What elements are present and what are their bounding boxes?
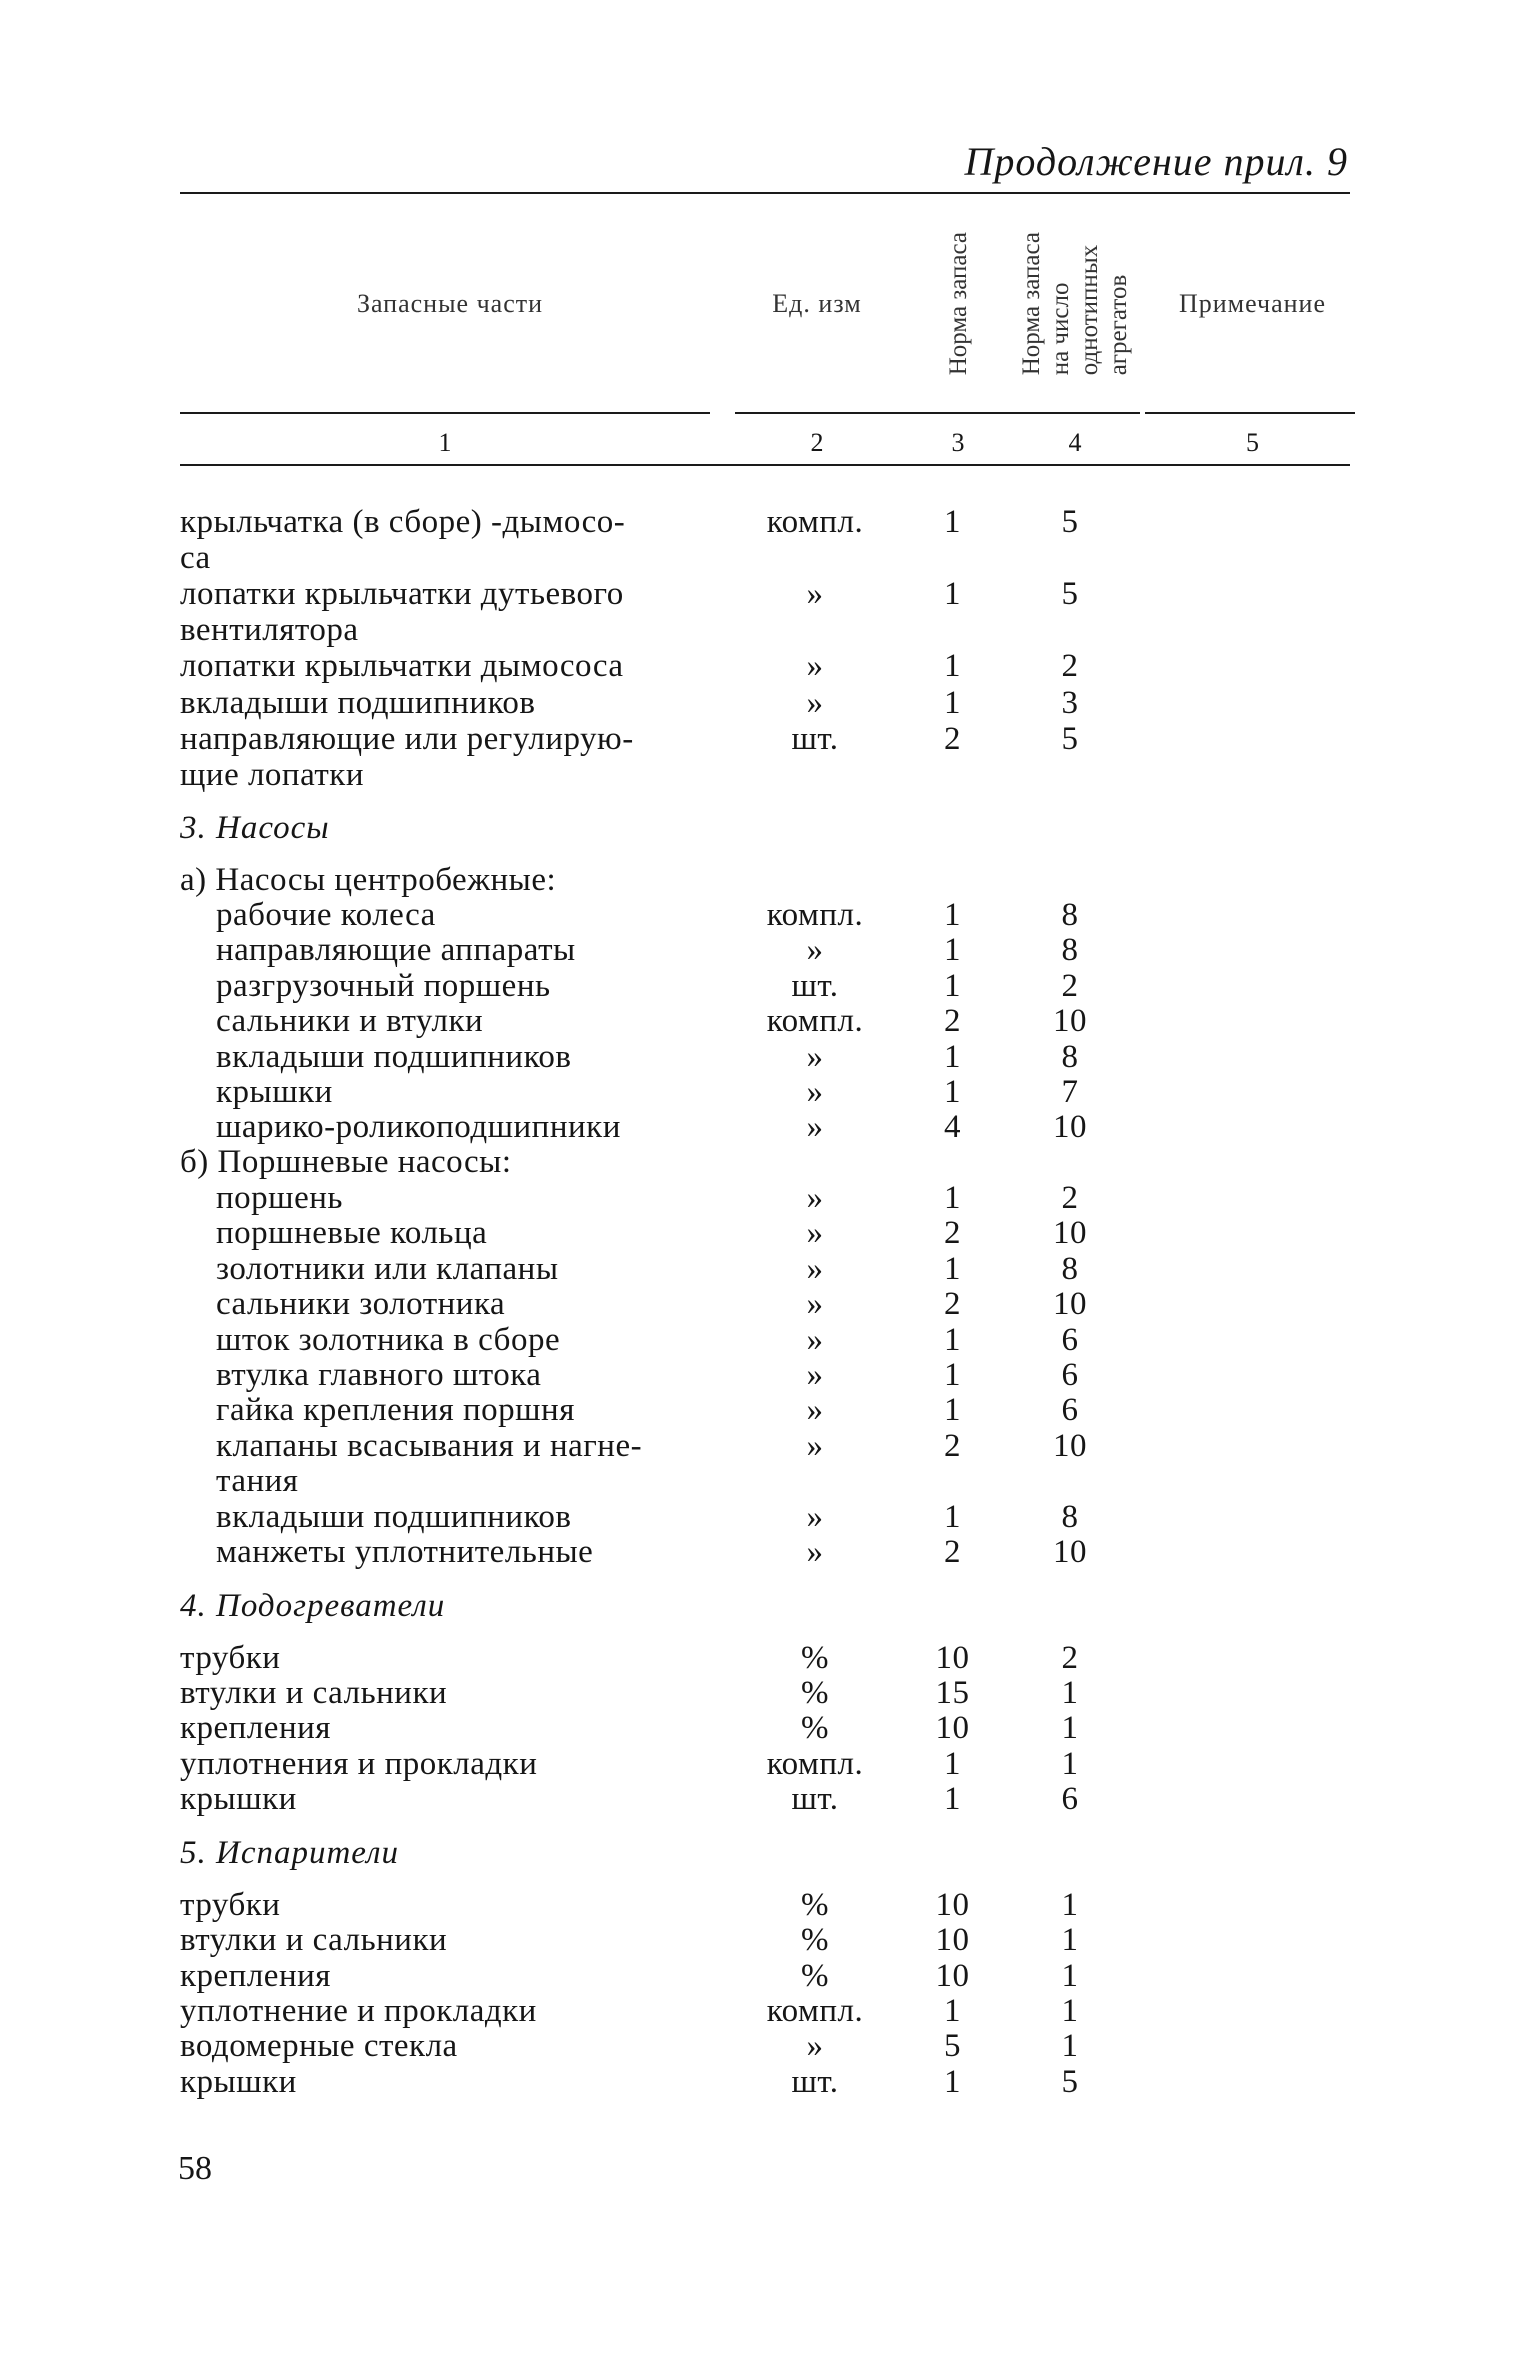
table-row: [0, 1357, 1536, 1393]
part-name: крышки: [180, 1781, 297, 1817]
table-row: [0, 1251, 1536, 1287]
header-note-label: Примечание: [1178, 289, 1327, 318]
unit-cell: »: [806, 1039, 824, 1075]
part-name: уплотнение и прокладки: [180, 1993, 537, 2029]
norm-per-units-cell: 6: [1061, 1322, 1079, 1358]
norm-per-units-cell: 5: [1061, 504, 1079, 540]
norm-per-units-cell: 8: [1061, 1499, 1079, 1535]
table-row: [0, 685, 1536, 721]
table-row: [0, 1887, 1536, 1923]
table-row: [0, 576, 1536, 612]
part-name: поршневые кольца: [216, 1215, 488, 1251]
col-number-2: 2: [810, 428, 824, 457]
table-row: [0, 2064, 1536, 2100]
table-row: [0, 1074, 1536, 1110]
table-top-rule: [180, 192, 1350, 194]
table-row: [0, 1781, 1536, 1817]
norm-cell: 2: [944, 1286, 961, 1322]
part-name: шток золотника в сборе: [216, 1322, 561, 1358]
table-row: [0, 1710, 1536, 1746]
norm-cell: 1: [944, 576, 961, 612]
norm-cell: 1: [944, 1180, 961, 1216]
table-row: [0, 1463, 1536, 1499]
part-name: сальники золотника: [216, 1286, 506, 1322]
header-col-note: [1150, 195, 1355, 413]
unit-cell: компл.: [766, 504, 864, 540]
norm-cell: 2: [944, 1003, 961, 1039]
unit-cell: шт.: [791, 1781, 839, 1817]
part-name: втулки и сальники: [180, 1675, 448, 1711]
part-name: вкладыши подшипников: [180, 685, 536, 721]
unit-cell: »: [806, 1109, 824, 1145]
table-row: [0, 612, 1536, 648]
part-name: тания: [216, 1463, 299, 1499]
header-col-parts: [180, 195, 720, 413]
table-row: [0, 1958, 1536, 1994]
unit-cell: »: [806, 648, 824, 684]
norm-per-units-cell: 6: [1061, 1357, 1079, 1393]
norm-cell: 1: [944, 1074, 961, 1110]
col-number-5: 5: [1246, 428, 1259, 457]
norm-cell: 10: [935, 1887, 970, 1923]
table-row: [0, 648, 1536, 684]
section-heading: 4. Подогреватели: [180, 1588, 446, 1624]
part-name: направляющие или регулирую-: [180, 721, 634, 757]
header-bottom-rule-3: [1145, 412, 1355, 414]
part-name: крышки: [180, 2064, 297, 2100]
table-row: [0, 1993, 1536, 2029]
part-name: втулки и сальники: [180, 1922, 448, 1958]
norm-per-units-cell: 10: [1053, 1286, 1087, 1322]
col-number-1: 1: [438, 428, 452, 457]
norm-per-units-cell: 8: [1061, 1251, 1079, 1287]
norm-per-units-cell: 2: [1061, 648, 1079, 684]
norm-per-units-cell: 6: [1061, 1781, 1079, 1817]
unit-cell: »: [806, 1322, 824, 1358]
unit-cell: %: [801, 1887, 829, 1923]
norm-cell: 10: [935, 1922, 970, 1958]
norm-per-units-cell: 10: [1053, 1534, 1087, 1570]
norm-per-units-cell: 1: [1061, 1746, 1079, 1782]
norm-per-units-cell: 10: [1053, 1109, 1087, 1145]
unit-cell: »: [806, 1499, 824, 1535]
norm-cell: 1: [944, 1781, 961, 1817]
unit-cell: »: [806, 1074, 824, 1110]
part-name: крепления: [180, 1710, 331, 1746]
table-row: [0, 1180, 1536, 1216]
part-name: направляющие аппараты: [216, 932, 576, 968]
norm-cell: 1: [944, 1357, 961, 1393]
part-name: вентилятора: [180, 612, 359, 648]
page-caption: Продолжение прил. 9: [964, 139, 1348, 184]
table-row: [0, 1109, 1536, 1145]
table-row: [0, 1286, 1536, 1322]
norm-cell: 1: [944, 1993, 961, 2029]
norm-cell: 2: [944, 1215, 961, 1251]
table-row: [0, 504, 1536, 540]
norm-cell: 1: [944, 968, 961, 1004]
norm-per-units-cell: 10: [1053, 1428, 1087, 1464]
unit-cell: »: [806, 1286, 824, 1322]
unit-cell: »: [806, 932, 824, 968]
unit-cell: »: [806, 685, 824, 721]
part-name: лопатки крыльчатки дымососа: [180, 648, 624, 684]
norm-cell: 1: [944, 648, 961, 684]
unit-cell: компл.: [766, 1993, 864, 2029]
norm-cell: 1: [944, 1392, 961, 1428]
unit-cell: %: [801, 1958, 829, 1994]
part-name: поршень: [216, 1180, 343, 1216]
norm-cell: 1: [944, 1039, 961, 1075]
header-col-unit: [728, 195, 906, 413]
norm-cell: 1: [944, 1746, 961, 1782]
norm-cell: 1: [944, 2064, 961, 2100]
col-number-rule: [180, 464, 1350, 466]
norm-per-units-cell: 1: [1061, 2028, 1079, 2064]
part-name: разгрузочный поршень: [216, 968, 551, 1004]
norm-per-units-cell: 2: [1061, 1640, 1079, 1676]
table-row: [0, 757, 1536, 793]
norm-per-units-cell: 8: [1061, 897, 1079, 933]
part-name: уплотнения и прокладки: [180, 1746, 538, 1782]
header-norm-per-units-label: Норма запаса на число однотипных агрегатов: [1018, 232, 1132, 376]
header-col-norm-per-units: [1004, 195, 1146, 413]
part-name: клапаны всасывания и нагне-: [216, 1428, 643, 1464]
unit-cell: »: [806, 1428, 824, 1464]
norm-per-units-cell: 1: [1061, 1675, 1079, 1711]
norm-per-units-cell: 5: [1061, 721, 1079, 757]
norm-per-units-cell: 2: [1061, 1180, 1079, 1216]
header-parts-label: Запасные части: [356, 289, 544, 318]
part-name: водомерные стекла: [180, 2028, 458, 2064]
norm-per-units-cell: 1: [1061, 1958, 1079, 1994]
unit-cell: »: [806, 576, 824, 612]
table-row: [0, 1322, 1536, 1358]
part-name: крыльчатка (в сборе) -дымосо-: [180, 504, 626, 540]
norm-cell: 1: [944, 1322, 961, 1358]
unit-cell: %: [801, 1922, 829, 1958]
header-norm-label: Норма запаса: [944, 232, 972, 376]
table-row: [0, 1039, 1536, 1075]
header-unit-label: Ед. изм: [772, 289, 862, 318]
part-name: вкладыши подшипников: [216, 1499, 572, 1535]
section-heading: 5. Испарители: [180, 1835, 400, 1871]
unit-cell: »: [806, 1357, 824, 1393]
norm-per-units-cell: 10: [1053, 1003, 1087, 1039]
unit-cell: %: [801, 1710, 829, 1746]
part-name: трубки: [180, 1887, 281, 1923]
norm-cell: 2: [944, 1534, 961, 1570]
table-row: [0, 1675, 1536, 1711]
unit-cell: шт.: [791, 721, 839, 757]
norm-per-units-cell: 10: [1053, 1215, 1087, 1251]
part-name: щие лопатки: [180, 757, 365, 793]
table-row: [0, 968, 1536, 1004]
norm-cell: 1: [944, 685, 961, 721]
part-name: а) Насосы центробежные:: [180, 862, 557, 898]
part-name: манжеты уплотнительные: [216, 1534, 594, 1570]
table-row: [0, 721, 1536, 757]
norm-per-units-cell: 5: [1061, 576, 1079, 612]
norm-cell: 2: [944, 1428, 961, 1464]
table-row: [0, 1746, 1536, 1782]
norm-per-units-cell: 8: [1061, 1039, 1079, 1075]
unit-cell: »: [806, 1534, 824, 1570]
norm-per-units-cell: 6: [1061, 1392, 1079, 1428]
norm-per-units-cell: 1: [1061, 1922, 1079, 1958]
norm-cell: 1: [944, 1499, 961, 1535]
part-name: трубки: [180, 1640, 281, 1676]
unit-cell: »: [806, 1215, 824, 1251]
norm-per-units-cell: 8: [1061, 932, 1079, 968]
table-row: [0, 1640, 1536, 1676]
unit-cell: шт.: [791, 968, 839, 1004]
table-row: [0, 1499, 1536, 1535]
part-name: втулка главного штока: [216, 1357, 542, 1393]
header-col-norm: [906, 195, 1010, 413]
part-name: сальники и втулки: [216, 1003, 484, 1039]
norm-cell: 4: [944, 1109, 961, 1145]
norm-cell: 10: [935, 1710, 970, 1746]
table-row: [0, 1588, 1536, 1624]
norm-cell: 1: [944, 1251, 961, 1287]
table-row: [0, 1534, 1536, 1570]
part-name: гайка крепления поршня: [216, 1392, 575, 1428]
unit-cell: компл.: [766, 897, 864, 933]
part-name: лопатки крыльчатки дутьевого: [180, 576, 624, 612]
table-row: [0, 1835, 1536, 1871]
part-name: золотники или клапаны: [216, 1251, 559, 1287]
section-heading: 3. Насосы: [180, 810, 330, 846]
unit-cell: компл.: [766, 1003, 864, 1039]
table-row: [0, 1144, 1536, 1180]
unit-cell: %: [801, 1675, 829, 1711]
part-name: б) Поршневые насосы:: [180, 1144, 512, 1180]
part-name: крепления: [180, 1958, 331, 1994]
header-bottom-rule-1: [180, 412, 710, 414]
col-number-4: 4: [1068, 428, 1082, 457]
norm-cell: 1: [944, 897, 961, 933]
unit-cell: компл.: [766, 1746, 864, 1782]
unit-cell: »: [806, 1392, 824, 1428]
part-name: крышки: [216, 1074, 333, 1110]
part-name: вкладыши подшипников: [216, 1039, 572, 1075]
norm-cell: 2: [944, 721, 961, 757]
table-row: [0, 540, 1536, 576]
norm-cell: 1: [944, 932, 961, 968]
unit-cell: шт.: [791, 2064, 839, 2100]
table-row: [0, 1922, 1536, 1958]
page-number: 58: [178, 2150, 212, 2187]
col-number-3: 3: [951, 428, 965, 457]
norm-per-units-cell: 1: [1061, 1887, 1079, 1923]
unit-cell: »: [806, 1180, 824, 1216]
norm-per-units-cell: 1: [1061, 1993, 1079, 2029]
norm-per-units-cell: 1: [1061, 1710, 1079, 1746]
table-row: [0, 897, 1536, 933]
norm-cell: 5: [944, 2028, 961, 2064]
norm-cell: 1: [944, 504, 961, 540]
unit-cell: »: [806, 1251, 824, 1287]
table-row: [0, 1428, 1536, 1464]
norm-per-units-cell: 3: [1061, 685, 1079, 721]
table-row: [0, 862, 1536, 898]
part-name: шарико-роликоподшипники: [216, 1109, 621, 1145]
norm-cell: 10: [935, 1640, 970, 1676]
unit-cell: »: [806, 2028, 824, 2064]
table-row: [0, 1003, 1536, 1039]
norm-cell: 10: [935, 1958, 970, 1994]
header-bottom-rule-2: [735, 412, 1140, 414]
part-name: са: [180, 540, 211, 576]
table-row: [0, 2028, 1536, 2064]
norm-cell: 15: [935, 1675, 970, 1711]
table-row: [0, 810, 1536, 846]
norm-per-units-cell: 5: [1061, 2064, 1079, 2100]
table-row: [0, 932, 1536, 968]
unit-cell: %: [801, 1640, 829, 1676]
table-row: [0, 1215, 1536, 1251]
norm-per-units-cell: 7: [1061, 1074, 1079, 1110]
part-name: рабочие колеса: [216, 897, 436, 933]
table-row: [0, 1392, 1536, 1428]
norm-per-units-cell: 2: [1061, 968, 1079, 1004]
